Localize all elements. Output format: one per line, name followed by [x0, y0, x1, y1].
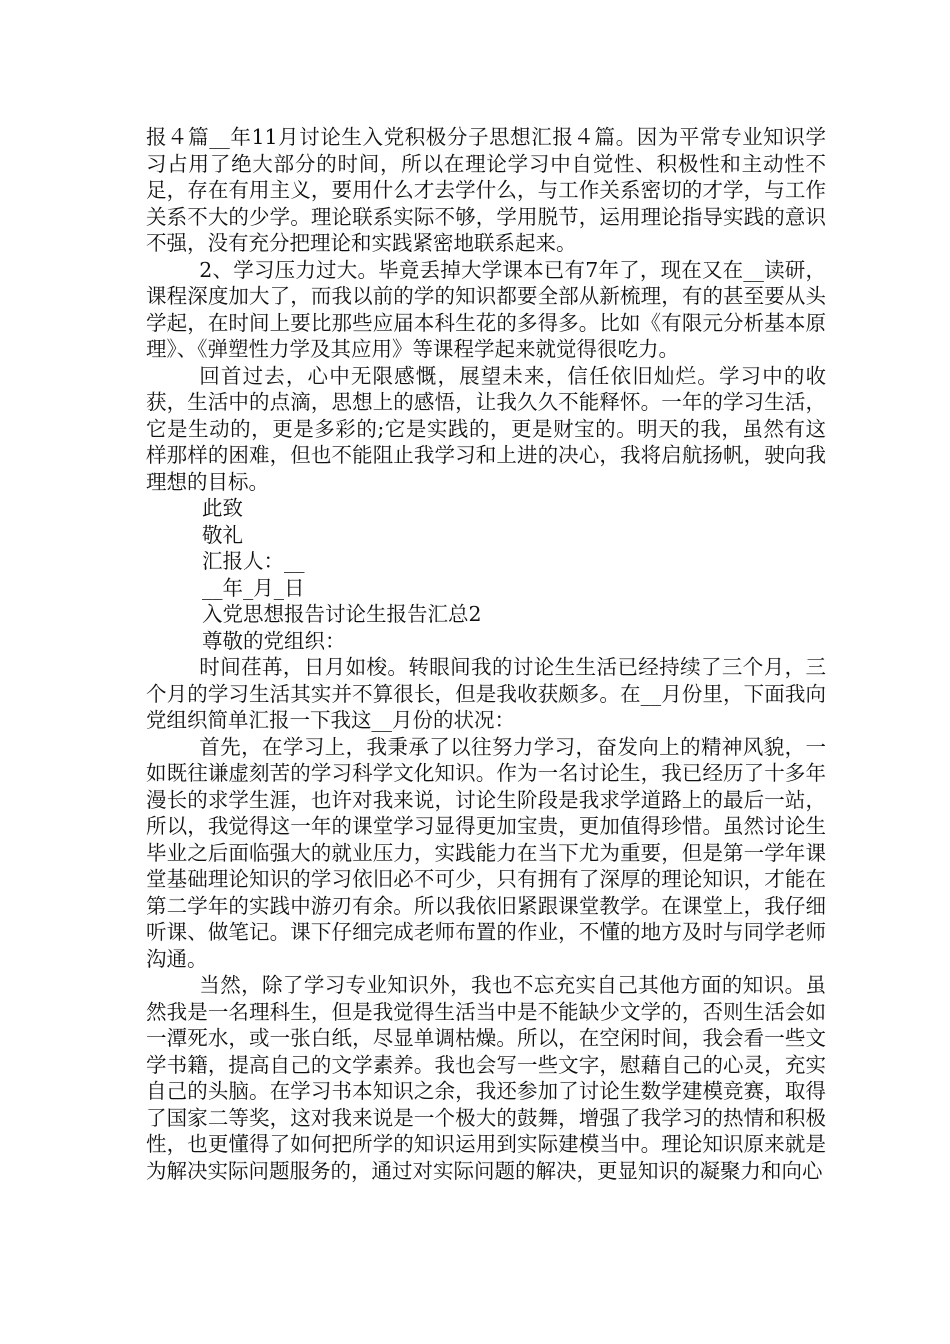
closing-salutation: 此致 — [202, 496, 243, 520]
closing-regards: 敬礼 — [202, 522, 243, 547]
greeting: 尊敬的党组织： — [202, 628, 346, 653]
paragraph-time-passes: 时间荏苒，日月如梭。转眼间我的讨论生生活已经持续了三个月，三个月的学习生活其实并不算很长，但是我收获颇多。在__月份里，下面我向党组织简单汇报一下我这__月份的状况： — [146, 655, 826, 732]
paragraph-first-study: 首先，在学习上，我秉承了以往努力学习，奋发向上的精神风貌，一如既往谦虚刻苦的学习科学文化知识。作为一名讨论生，我已经历了十多年漫长的求学生涯，也许对我来说，讨论生阶段是我求学道路上的最后一站，所以，我觉得这一年的课堂学习显得更加宝贵，更加值得珍惜。虽然讨论生毕业之后面临强大的就业压力，实践能力在当下尤为重要，但是第一学年课堂基础理论知识的学习依旧必不可少，只有拥有了深厚的理论知识，才能在第二学年的实践中游刃有余。所以我依旧紧跟课堂教学。在课堂上，我仔细听课、做笔记。课下仔细完成老师布置的作业，不懂的地方及时与同学老师沟通。 — [146, 734, 826, 971]
paragraph-reflection: 回首过去，心中无限感慨，展望未来，信任依旧灿烂。学习中的收获，生活中的点滴，思想上的感悟，让我久久不能释怀。一年的学习生活，它是生动的，更是多彩的;它是实践的，更是财宝的。明天的我，虽然有这样那样的困难，但也不能阻止我学习和上进的决心，我将启航扬帆，驶向我理想的目标。 — [146, 363, 826, 494]
paragraph-other-knowledge: 当然，除了学习专业知识外，我也不忘充实自己其他方面的知识。虽然我是一名理科生，但是我觉得生活当中是不能缺少文学的，否则生活会如一潭死水，或一张白纸，尽显单调枯燥。所以，在空闲时间，我会看一些文学书籍，提高自己的文学素养。我也会写一些文字，慰藉自己的心灵，充实自己的头脑。在学习书本知识之余，我还参加了讨论生数学建模竞赛，取得了国家二等奖，这对我来说是一个极大的鼓舞，增强了我学习的热情和积极性，也更懂得了如何把所学的知识运用到实际建模当中。理论知识原来就是为解决实际问题服务的，通过对实际问题的解决，更显知识的凝聚力和向心 — [146, 973, 826, 1183]
reporter-signature: 汇报人：__ — [202, 549, 305, 573]
paragraph-study-pressure: 2、学习压力过大。毕竟丢掉大学课本已有7年了，现在又在__读研，课程深度加大了，而我以前的学的知识都要全部从新梳理，有的甚至要从头学起，在时间上要比那些应届本科生花的多得多。比如《有限元分析基本原理》、《弹塑性力学及其应用》等课程学起来就觉得很吃力。 — [146, 257, 826, 361]
section-title: 入党思想报告讨论生报告汇总2 — [202, 602, 482, 626]
report-date: __年_月_日 — [202, 575, 305, 600]
document-body — [146, 124, 826, 1184]
paragraph-study-motivation: 报４篇__年11月讨论生入党积极分子思想汇报４篇。因为平常专业知识学习占用了绝大部分的时间，所以在理论学习中自觉性、积极性和主动性不足，存在有用主义，要用什么才去学什么，与工作关系密切的才学，与工作关系不大的少学。理论联系实际不够，学用脱节，运用理论指导实践的意识不强，没有充分把理论和实践紧密地联系起来。 — [146, 125, 826, 255]
